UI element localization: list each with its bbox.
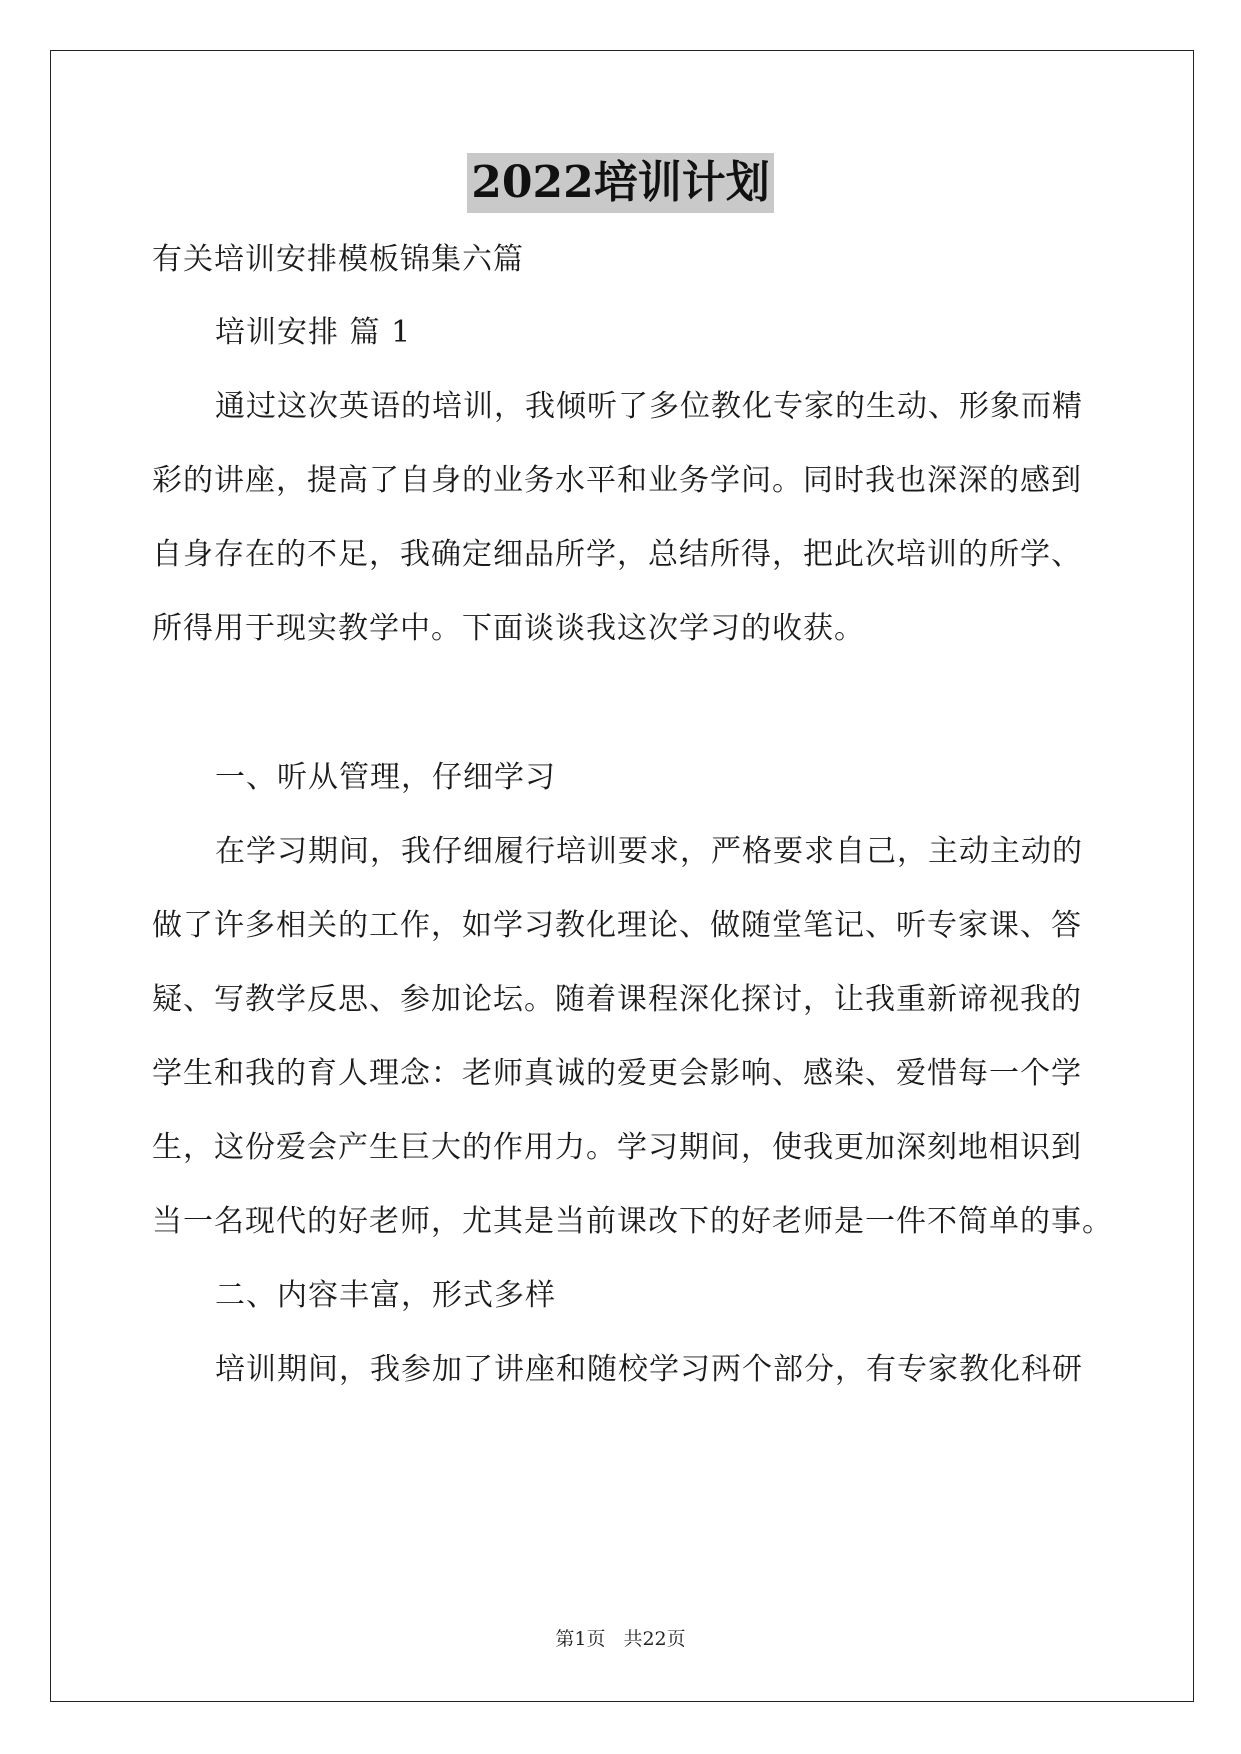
page-number: 第1页 bbox=[555, 1628, 606, 1650]
subsection-heading: 二、内容丰富，形式多样 bbox=[215, 1278, 556, 1313]
paragraph-line: 在学习期间，我仔细履行培训要求，严格要求自己，主动主动的 bbox=[215, 834, 1083, 869]
paragraph-line: 培训期间，我参加了讲座和随校学习两个部分，有专家教化科研 bbox=[215, 1352, 1083, 1387]
paragraph-line: 做了许多相关的工作，如学习教化理论、做随堂笔记、听专家课、答 bbox=[152, 908, 1082, 943]
paragraph-line: 生，这份爱会产生巨大的作用力。学习期间，使我更加深刻地相识到 bbox=[152, 1130, 1082, 1165]
page-footer bbox=[0, 1626, 1241, 1652]
document-title: 2022培训计划 bbox=[467, 153, 773, 213]
document-subtitle: 有关培训安排模板锦集六篇 bbox=[152, 242, 524, 277]
section-heading: 培训安排 篇 1 bbox=[215, 315, 412, 350]
page-total: 共22页 bbox=[623, 1628, 686, 1650]
paragraph-line: 学生和我的育人理念：老师真诚的爱更会影响、感染、爱惜每一个学 bbox=[152, 1056, 1082, 1091]
paragraph-line: 自身存在的不足，我确定细品所学，总结所得，把此次培训的所学、 bbox=[152, 537, 1082, 572]
paragraph-line: 疑、写教学反思、参加论坛。随着课程深化探讨，让我重新谛视我的 bbox=[152, 982, 1082, 1017]
paragraph-line: 所得用于现实教学中。下面谈谈我这次学习的收获。 bbox=[152, 611, 865, 646]
paragraph-line: 当一名现代的好老师，尤其是当前课改下的好老师是一件不简单的事。 bbox=[152, 1204, 1113, 1239]
subsection-heading: 一、听从管理，仔细学习 bbox=[215, 760, 556, 795]
page-border bbox=[50, 50, 1194, 1702]
paragraph-line: 彩的讲座，提高了自身的业务水平和业务学问。同时我也深深的感到 bbox=[152, 463, 1082, 498]
paragraph-line: 通过这次英语的培训，我倾听了多位教化专家的生动、形象而精 bbox=[215, 389, 1083, 424]
title-container bbox=[0, 153, 1241, 213]
